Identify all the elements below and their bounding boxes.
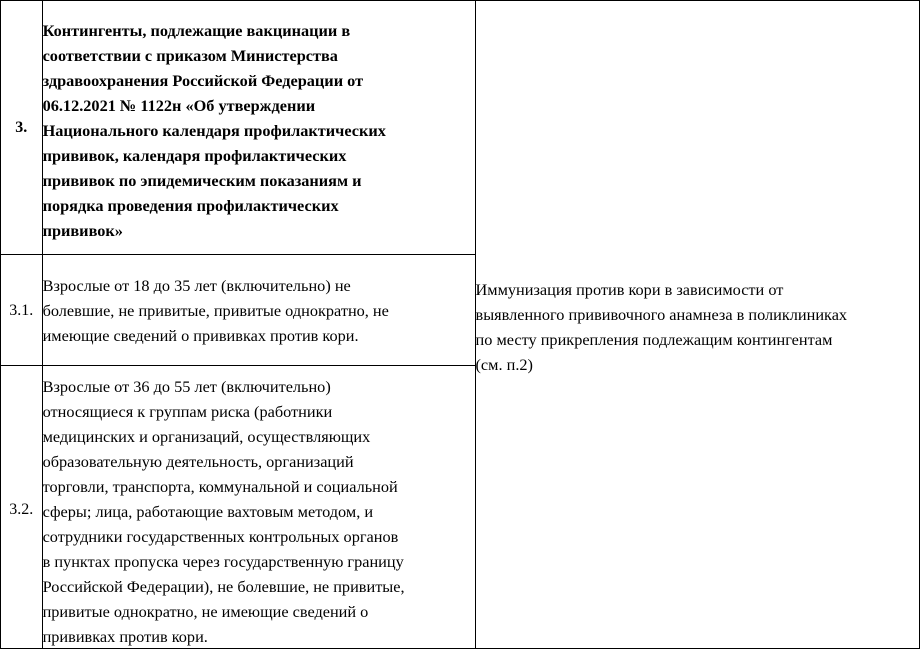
text-line: Национального календаря профилактических bbox=[42, 121, 386, 140]
text-line: относящиеся к группам риска (работники bbox=[42, 402, 333, 421]
text-line: прививках против кори. bbox=[42, 627, 208, 646]
text-line: привитые однократно, не имеющие сведений о bbox=[42, 602, 369, 621]
table-row bbox=[1, 1, 919, 255]
row-description bbox=[42, 366, 475, 649]
text-line: (см. п.2) bbox=[475, 355, 533, 374]
text-line: 06.12.2021 № 1122н «Об утверждении bbox=[42, 96, 316, 115]
text-line: Иммунизация против кори в зависимости от bbox=[475, 280, 784, 299]
text-line: Контингенты, подлежащие вакцинации в bbox=[42, 21, 351, 40]
text-line: Взрослые от 36 до 55 лет (включительно) bbox=[42, 377, 331, 396]
text-line: образовательную деятельность, организаций bbox=[42, 452, 354, 471]
vaccination-table bbox=[1, 1, 919, 649]
measure-text bbox=[476, 277, 919, 377]
text-line: порядка проведения профилактических bbox=[42, 196, 339, 215]
text-line: Взрослые от 18 до 35 лет (включительно) не bbox=[42, 275, 351, 295]
text-line: соответствии с приказом Министерства bbox=[42, 46, 338, 65]
text-line: сферы; лица, работающие вахтовым методом, и bbox=[42, 502, 374, 521]
row-number: 3.2. bbox=[1, 366, 42, 649]
text-line: в пунктах пропуска через государственную границу bbox=[42, 552, 404, 571]
text-line: прививок» bbox=[42, 221, 123, 240]
merged-measure-cell bbox=[475, 1, 919, 649]
text-line: по месту прикрепления подлежащим контингентам bbox=[475, 330, 833, 349]
text-line: имеющие сведений о прививках против кори. bbox=[42, 325, 359, 345]
text-line: медицинских и организаций, осуществляющих bbox=[42, 427, 371, 446]
text-line: Российской Федерации), не болевшие, не привитые, bbox=[42, 577, 405, 596]
row-description bbox=[42, 1, 475, 255]
text-line: болевшие, не привитые, привитые однократно, не bbox=[42, 300, 389, 320]
text-line: прививок, календаря профилактических bbox=[42, 146, 347, 165]
row-number: 3.1. bbox=[1, 255, 42, 366]
text-line: сотрудники государственных контрольных органов bbox=[42, 527, 399, 546]
row-description bbox=[42, 255, 475, 366]
row-number: 3. bbox=[1, 1, 42, 255]
text-line: выявленного прививочного анамнеза в поликлиниках bbox=[475, 305, 848, 324]
text-line: прививок по эпидемическим показаниям и bbox=[42, 171, 362, 190]
text-line: торговли, транспорта, коммунальной и социальной bbox=[42, 477, 398, 496]
text-line: здравоохранения Российской Федерации от bbox=[42, 71, 364, 90]
